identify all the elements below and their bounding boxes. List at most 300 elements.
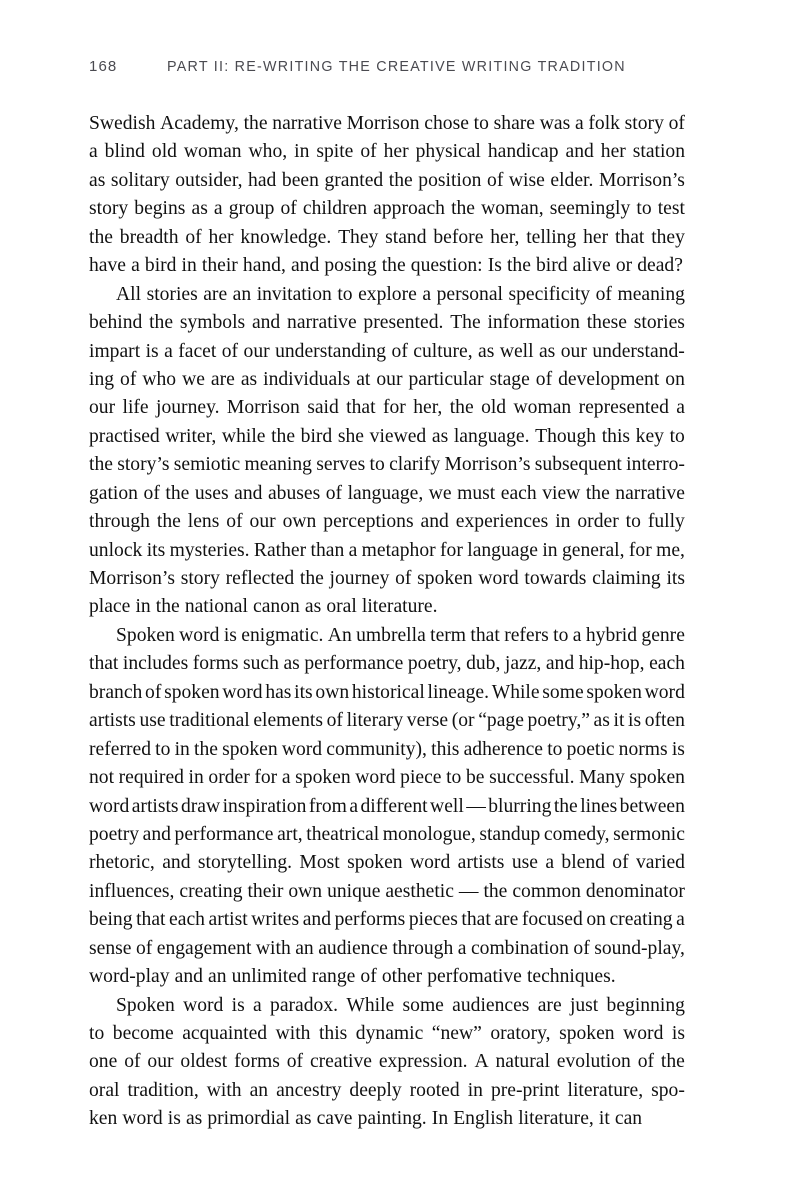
word: a (422, 283, 432, 305)
word: sound-play, (594, 937, 685, 959)
word: and (420, 511, 449, 533)
word: engagement (156, 937, 252, 959)
word: spoken (164, 681, 220, 703)
word: as (304, 596, 322, 618)
word: word (89, 795, 130, 817)
word: piece (400, 767, 442, 789)
word: uses (194, 482, 229, 504)
word: sermonic (613, 823, 685, 845)
word: word (623, 1023, 664, 1044)
word: journey. (156, 397, 220, 419)
word: has (265, 681, 292, 703)
word: dead? (637, 255, 683, 277)
word: of (280, 198, 297, 220)
word: jazz, (504, 653, 542, 675)
word: a (457, 937, 467, 959)
word: symbols (179, 312, 246, 334)
word: blend (561, 852, 605, 874)
word: become (112, 1023, 174, 1044)
word: dub, (466, 653, 501, 675)
word: meaning (244, 454, 312, 476)
word: this (318, 1023, 348, 1044)
word: the (194, 738, 218, 760)
word: of (487, 169, 504, 191)
word: natural (495, 1051, 550, 1073)
word: we (428, 482, 452, 504)
text-line (89, 593, 685, 621)
word: of (286, 1051, 304, 1073)
word: Morrison (226, 397, 300, 419)
word: reflected (225, 568, 295, 589)
word: of (595, 283, 612, 305)
word: being (89, 909, 133, 931)
word: must (457, 482, 496, 504)
word: Is (487, 255, 502, 277)
word: word (281, 738, 323, 760)
word: abuses (267, 482, 321, 504)
word: is (223, 624, 237, 646)
word: word (122, 1108, 163, 1130)
word: towards (524, 568, 587, 589)
word: verse (406, 710, 449, 732)
word: different (360, 795, 428, 817)
text-line (89, 338, 685, 366)
text-line (89, 224, 685, 252)
word: While (346, 994, 395, 1016)
word: historical (351, 681, 425, 703)
word: They (338, 226, 379, 248)
word: the (243, 113, 268, 134)
word: at (356, 368, 371, 390)
word: Morrison’s (89, 568, 175, 589)
word: the (553, 795, 578, 817)
word: word (644, 681, 685, 703)
word: painting. (357, 1108, 427, 1130)
word: presented. (363, 312, 444, 334)
word: a (676, 397, 685, 419)
word: artist (208, 909, 248, 931)
word: mysteries. (169, 539, 250, 561)
word: the (483, 880, 508, 902)
word: was (539, 113, 571, 134)
text-line (89, 1077, 685, 1105)
word: a (545, 852, 555, 874)
word: literature, (518, 1108, 594, 1130)
word: to (636, 198, 652, 220)
word: and (162, 852, 191, 874)
word: each (169, 909, 205, 931)
word: sense (89, 937, 132, 959)
word: of (124, 1051, 141, 1073)
word: her (583, 226, 609, 248)
word: as (283, 653, 300, 675)
word: of (120, 368, 137, 390)
word: me, (656, 539, 685, 561)
word: use (511, 852, 538, 874)
word: a (131, 255, 140, 277)
word: had (248, 169, 277, 191)
word: canon (253, 596, 300, 618)
text-line (89, 963, 685, 991)
word: a (348, 539, 358, 561)
word: bird (535, 255, 568, 277)
word: focused (521, 909, 583, 931)
word: just (569, 994, 599, 1016)
word: our (147, 1051, 174, 1073)
word: unique (327, 880, 381, 902)
word: stand (385, 226, 427, 248)
text-line (89, 394, 685, 422)
word: oral (326, 596, 357, 618)
text-line (89, 565, 685, 593)
word: on (665, 368, 685, 390)
word: of (226, 511, 243, 533)
word: understand- (592, 340, 685, 362)
word: are (537, 994, 562, 1016)
word: her, (490, 226, 520, 248)
word: her (600, 141, 626, 163)
word: interro- (626, 454, 685, 476)
word: the (271, 425, 296, 447)
word: its (666, 568, 685, 589)
word: word (222, 681, 263, 703)
word: writer, (165, 425, 217, 447)
text-line (89, 650, 685, 678)
word: test (657, 198, 685, 220)
word: of (143, 482, 160, 504)
word: the (165, 482, 190, 504)
word: as (191, 198, 208, 220)
text-line (89, 679, 685, 707)
word: individuals (263, 368, 351, 390)
word: a (281, 767, 291, 789)
word: bird (300, 425, 333, 447)
word: facet (178, 340, 217, 362)
word: the (155, 596, 180, 618)
word: in (467, 1079, 483, 1101)
word: behind (89, 312, 143, 334)
word: tradition, (127, 1079, 199, 1101)
word: this (601, 425, 631, 447)
word: includes (122, 653, 189, 675)
word: granted (324, 169, 384, 191)
word: place (89, 596, 131, 618)
word: blurring (488, 795, 552, 817)
text-line (89, 821, 685, 849)
word: Morrison’s (598, 169, 685, 191)
word: well (430, 795, 464, 817)
word: alive (572, 255, 611, 277)
word: woman, (481, 198, 544, 220)
text-line (89, 736, 685, 764)
word: specificity (508, 283, 591, 305)
word: telling (526, 226, 577, 248)
text-line (89, 281, 685, 309)
word: the (449, 397, 474, 419)
word: narrative (287, 312, 357, 334)
word: spoken (347, 852, 403, 874)
word: oratory, (490, 1023, 551, 1044)
word: her, (413, 397, 443, 419)
text-line (89, 849, 685, 877)
word: our (249, 511, 276, 533)
word: to (669, 425, 685, 447)
word: are (210, 368, 235, 390)
word: her (383, 141, 409, 163)
word: Morrison’s (444, 454, 531, 476)
word: is (628, 710, 642, 732)
word: with (275, 1023, 311, 1044)
word: some (402, 994, 444, 1016)
word: hand, (242, 255, 286, 277)
word: claiming (592, 568, 661, 589)
word: culture, (413, 340, 473, 362)
word: and (234, 482, 263, 504)
word: range (311, 966, 356, 988)
word: than (310, 539, 345, 561)
word: through (392, 937, 454, 959)
word: literature. (361, 596, 438, 618)
word: varied (636, 852, 685, 874)
word: term (430, 624, 467, 646)
text-line (89, 935, 685, 963)
word: that (461, 909, 491, 931)
word: as (295, 1108, 312, 1130)
word: Spoken (116, 624, 175, 646)
word: of (135, 937, 153, 959)
text-line (89, 622, 685, 650)
word: word-play (89, 966, 170, 988)
word: elements (253, 710, 323, 732)
word: own (315, 681, 350, 703)
word: creating (609, 909, 673, 931)
text-line (89, 508, 685, 536)
word: woman (183, 141, 242, 163)
word: our (560, 340, 587, 362)
word: the (585, 482, 610, 504)
word: own (288, 880, 323, 902)
word: and (565, 141, 594, 163)
word: rhetoric, (89, 852, 155, 874)
word: begins (134, 198, 186, 220)
word: clarify (389, 454, 441, 476)
word: share (493, 113, 535, 134)
word: question: (410, 255, 483, 277)
word: our (243, 340, 270, 362)
word: story (624, 113, 664, 134)
word: cave (316, 1108, 353, 1130)
word: spoken (417, 568, 473, 589)
word: view (542, 482, 581, 504)
word: the (506, 255, 531, 277)
word: personal (436, 283, 503, 305)
word: these (586, 312, 627, 334)
word: acquainted (182, 1023, 268, 1044)
running-header (89, 58, 685, 82)
word: spoken (629, 767, 685, 789)
word: perceptions (323, 511, 414, 533)
word: or (615, 255, 633, 277)
word: beginning (606, 994, 685, 1016)
word: in (188, 767, 204, 789)
word: can (614, 1108, 643, 1130)
word: Swedish (89, 113, 156, 134)
word: word (355, 767, 396, 789)
word: spo- (651, 1079, 685, 1101)
word: unlock (89, 539, 143, 561)
word: with (255, 937, 291, 959)
word: a (572, 624, 582, 646)
word: that (89, 653, 119, 675)
paragraph (89, 110, 685, 281)
word: All (116, 283, 142, 305)
text-line (89, 451, 685, 479)
word: common (512, 880, 581, 902)
word: for (628, 539, 652, 561)
word: branch (89, 681, 143, 703)
word: national (184, 596, 248, 618)
word: An (327, 624, 352, 646)
word: understanding (275, 340, 387, 362)
word: an (249, 1079, 269, 1101)
word: blind (104, 141, 145, 163)
word: of (326, 710, 343, 732)
text-line (89, 906, 685, 934)
word: some (542, 681, 584, 703)
text-line (89, 252, 685, 280)
word: standup (479, 823, 541, 845)
word: physical (415, 141, 481, 163)
word: the (381, 255, 406, 277)
word: literature, (567, 1079, 644, 1101)
word: performs (334, 909, 406, 931)
paragraph (89, 622, 685, 992)
word: from (308, 795, 347, 817)
word: evolution (556, 1051, 631, 1073)
word: the (149, 312, 174, 334)
word: hip-hop, (578, 653, 645, 675)
word: it (613, 710, 625, 732)
word: serves (316, 454, 366, 476)
word: this (431, 738, 460, 760)
word: in (555, 511, 571, 533)
word: to (625, 511, 641, 533)
word: before (433, 226, 484, 248)
text-line (89, 167, 685, 195)
word: and (174, 966, 203, 988)
word: in (294, 141, 310, 163)
running-head-title: PART II: RE-WRITING THE CREATIVE WRITING TRADITION (167, 59, 626, 75)
word: storytelling. (197, 852, 293, 874)
word: use (139, 710, 166, 732)
word: for (440, 539, 463, 561)
word: a (89, 141, 98, 163)
word: enigmatic. (241, 624, 324, 646)
word: Though (535, 425, 597, 447)
word: they (651, 226, 685, 248)
word: have (89, 255, 126, 277)
word: of (360, 966, 377, 988)
word: — (458, 880, 479, 902)
word: forms (234, 1051, 280, 1073)
text-line (89, 793, 685, 821)
word: theatrical (306, 823, 380, 845)
word: creative (309, 1051, 372, 1073)
word: semiotic (173, 454, 241, 476)
word: the (156, 511, 181, 533)
word: word (409, 852, 451, 874)
word: old (151, 141, 177, 163)
word: In (431, 1108, 449, 1130)
text-line (89, 366, 685, 394)
word: its (294, 681, 313, 703)
text-line (89, 764, 685, 792)
word: successful. (489, 767, 575, 789)
word: own (282, 511, 317, 533)
word: outsider, (175, 169, 243, 191)
word: been (281, 169, 319, 191)
text-line (89, 195, 685, 223)
word: bird (144, 255, 177, 277)
word: inspiration (222, 795, 307, 817)
word: Spoken (116, 994, 175, 1016)
text-line (89, 110, 685, 138)
text-line (89, 1105, 685, 1133)
word: — (466, 795, 486, 817)
word: each (500, 482, 537, 504)
word: on (586, 909, 606, 931)
word: and (545, 653, 575, 675)
word: said (307, 397, 339, 419)
word: and (302, 909, 331, 931)
word: journey (329, 568, 390, 589)
word: deeply (349, 1079, 402, 1101)
word: language, (347, 482, 424, 504)
word: who (142, 368, 177, 390)
word: her (208, 226, 234, 248)
word: denominator (585, 880, 685, 902)
word: lens (187, 511, 220, 533)
word: of (391, 340, 408, 362)
word: well (499, 340, 534, 362)
word: not (89, 767, 115, 789)
word: spoken (222, 738, 278, 760)
text-line (89, 1020, 685, 1048)
word: ing (89, 368, 115, 390)
word: seemingly (549, 198, 631, 220)
word: as (593, 710, 610, 732)
word: for (254, 767, 278, 789)
word: The (450, 312, 481, 334)
word: a (574, 113, 584, 134)
word: artists (89, 710, 136, 732)
word: word (183, 994, 224, 1016)
word: spoken (586, 681, 642, 703)
word: subsequent (534, 454, 622, 476)
word: literary (346, 710, 404, 732)
word: and (251, 312, 281, 334)
word: who, (248, 141, 288, 163)
word: old (481, 397, 507, 419)
word: other (381, 966, 423, 988)
word: experiences (455, 511, 549, 533)
word: pre-print (490, 1079, 560, 1101)
word: adherence (463, 738, 544, 760)
word: is (671, 1023, 685, 1044)
word: for (382, 397, 406, 419)
word: order (577, 511, 619, 533)
word: chose (424, 113, 469, 134)
